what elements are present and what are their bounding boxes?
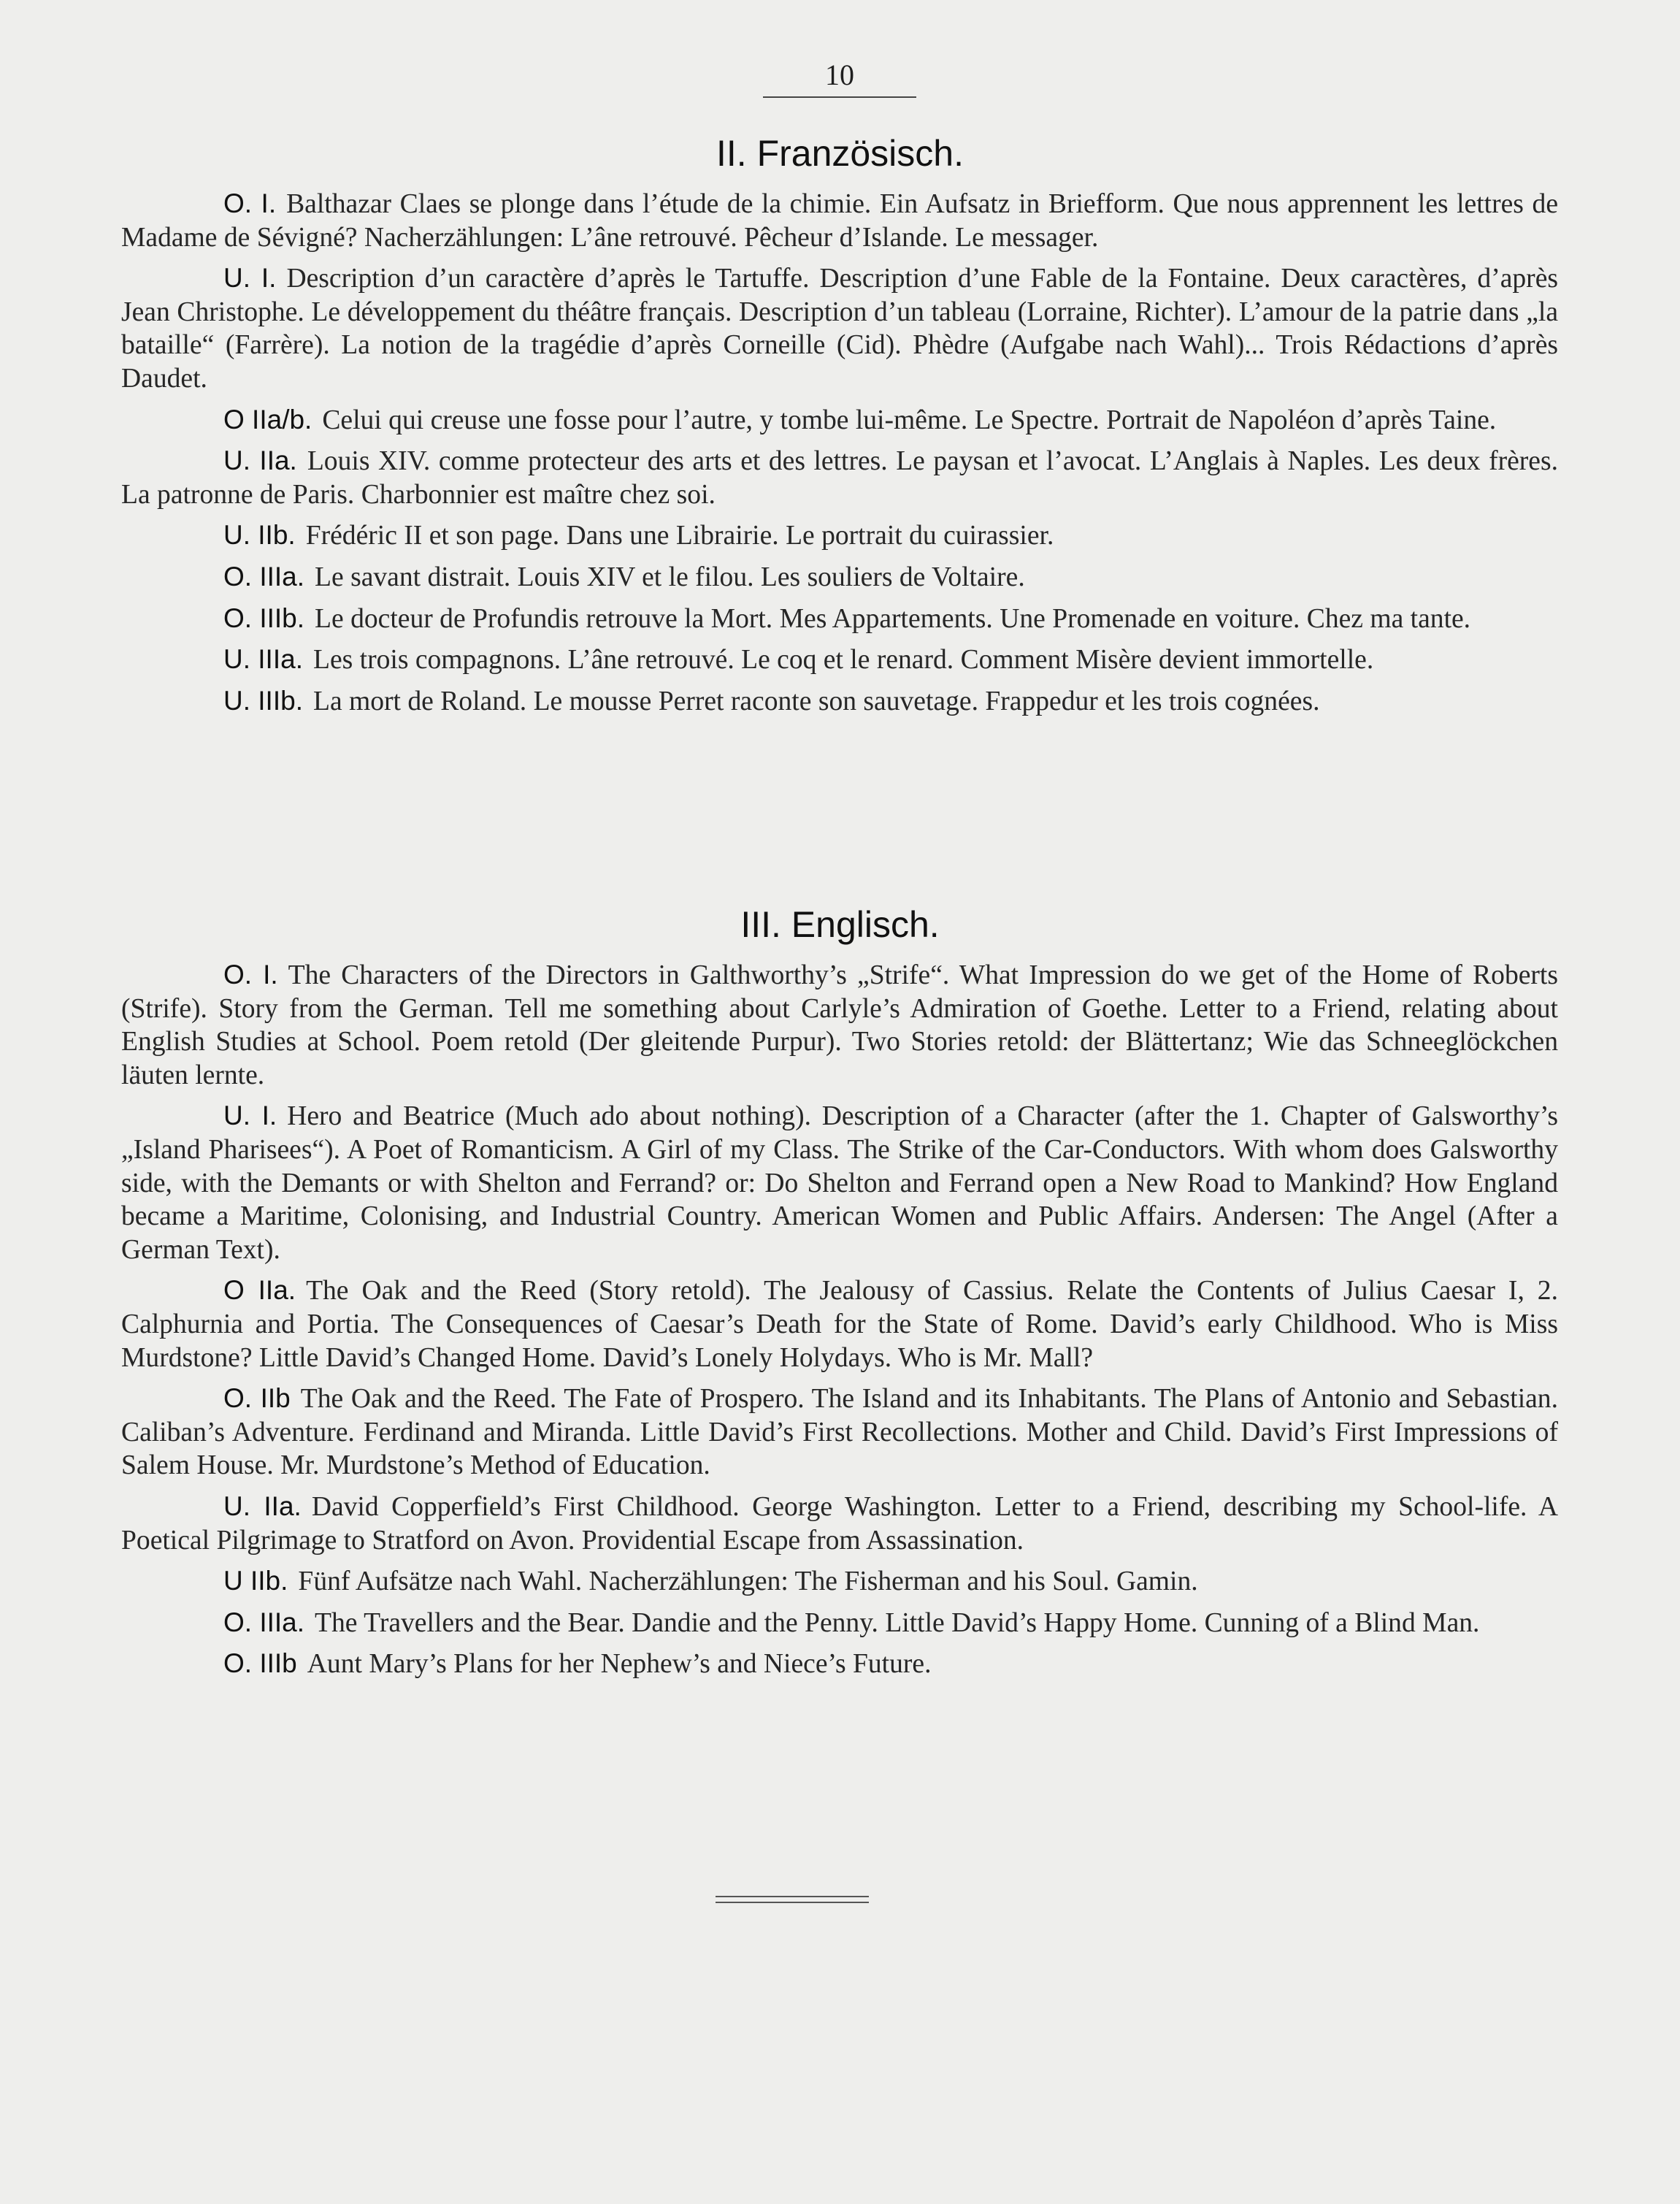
entry-french-o-iiia bbox=[121, 560, 1558, 594]
entry-text: The Oak and the Reed (Story retold). The Jealousy of Cassius. Relate the Contents of Julius Caesar I, 2. Calphurnia and Portia. The Consequences of Caesar’s Death for the State of Rome. David’s early Childhood. Who is Miss Murdstone? Little David’s Changed Home. David’s Lonely Holydays. Who is Mr. Mall? bbox=[121, 1276, 1558, 1373]
section-heading-french: II. Französisch. bbox=[716, 133, 964, 174]
entry-french-u-i bbox=[121, 261, 1558, 395]
entry-english-u-iia bbox=[121, 1490, 1558, 1557]
entry-label: U. IIb. bbox=[223, 520, 296, 551]
entry-label: U. IIa. bbox=[223, 445, 297, 476]
entry-french-u-iiib bbox=[121, 684, 1558, 719]
entry-text: The Travellers and the Bear. Dandie and the Penny. Little David’s Happy Home. Cunning of a Blind Man. bbox=[315, 1607, 1480, 1638]
entry-english-o-iiib bbox=[121, 1647, 1558, 1681]
section-french-entries bbox=[121, 187, 1558, 725]
entry-label: U IIb. bbox=[223, 1566, 288, 1596]
entry-text: Aunt Mary’s Plans for her Nephew’s and Niece’s Future. bbox=[307, 1649, 932, 1680]
entry-label: U. IIa. bbox=[223, 1491, 302, 1521]
entry-english-o-iia bbox=[121, 1274, 1558, 1374]
entry-label: O. I. bbox=[223, 960, 278, 990]
entry-text: David Copperfield’s First Childhood. George Washington. Letter to a Friend, describing my School-life. A Poetical Pilgrimage to Stratford on Avon. Providential Escape from Assassination. bbox=[121, 1491, 1558, 1556]
entry-french-o-iiib bbox=[121, 602, 1558, 636]
entry-label: O. IIIa. bbox=[223, 1607, 305, 1637]
entry-label: O. IIIb. bbox=[223, 602, 305, 633]
section-english-entries bbox=[121, 958, 1558, 1688]
entry-label: U. IIIa. bbox=[223, 644, 303, 675]
entry-text: Frédéric II et son page. Dans une Librairie. Le portrait du cuirassier. bbox=[305, 521, 1054, 551]
entry-english-o-i bbox=[121, 958, 1558, 1092]
entry-english-o-iib bbox=[121, 1382, 1558, 1482]
entry-text: Les trois compagnons. L’âne retrouvé. Le coq et le renard. Comment Misère devient immortelle. bbox=[312, 645, 1374, 676]
entry-french-u-iib bbox=[121, 519, 1558, 553]
entry-text: Celui qui creuse une fosse pour l’autre, y tombe lui-même. Le Spectre. Portrait de Napoléon d’après Taine. bbox=[322, 405, 1497, 435]
entry-text: Description d’un caractère d’après le Tartuffe. Description d’une Fable de la Fontaine. Deux caractères, d’après Jean Christophe. Le développement du théâtre français. Description d’un tableau (Lorraine, Richter). L’amour de la patrie dans „la bataille“ (Farrère). La notion de la tragédie d’après Corneille (Cid). Phèdre (Aufgabe nach Wahl)... Trois Rédactions d’après Daudet. bbox=[121, 264, 1558, 394]
end-rule-top bbox=[716, 1896, 869, 1897]
entry-label: O. I. bbox=[223, 188, 277, 218]
entry-label: O IIa. bbox=[223, 1275, 296, 1306]
entry-text: Hero and Beatrice (Much ado about nothing). Description of a Character (after the 1. Chapter of Galsworthy’s „Island Pharisees“). A Poet of Romanticism. A Girl of my Class. The Strike of the Car-Conductors. With whom does Galsworthy side, with the Demants or with Shelton and Ferrand? or: Do Shelton and Ferrand open a New Road to Mankind? How England became a Maritime, Colonising, and Industrial Country. American Women and Public Affairs. Andersen: The Angel (After a German Text). bbox=[121, 1101, 1559, 1265]
entry-french-o-iiab bbox=[121, 403, 1558, 437]
entry-english-o-iiia bbox=[121, 1606, 1558, 1640]
entry-label: O. IIIa. bbox=[223, 561, 305, 592]
entry-label: O. IIIb bbox=[223, 1648, 297, 1679]
entry-label: U. IIIb. bbox=[223, 685, 303, 716]
entry-french-o-i bbox=[121, 187, 1558, 254]
section-heading-english: III. Englisch. bbox=[740, 904, 940, 945]
end-rule-bottom bbox=[716, 1902, 869, 1903]
entry-french-u-iia bbox=[121, 444, 1558, 511]
entry-text: Fünf Aufsätze nach Wahl. Nacherzählungen: The Fisherman and his Soul. Gamin. bbox=[298, 1566, 1198, 1597]
entry-text: Balthazar Claes se plonge dans l’étude de la chimie. Ein Aufsatz in Briefform. Que nous apprennent les lettres de Madame de Sévigné? Nacherzählungen: L’âne retrouvé. Pêcheur d’Islande. Le messager. bbox=[121, 189, 1558, 253]
entry-text: Le savant distrait. Louis XIV et le filou. Les souliers de Voltaire. bbox=[315, 562, 1025, 592]
entry-english-u-iib bbox=[121, 1564, 1558, 1599]
entry-text: Louis XIV. comme protecteur des arts et des lettres. Le paysan et l’avocat. L’Anglais à Naples. Les deux frères. La patronne de Paris. Charbonnier est maître chez soi. bbox=[121, 446, 1559, 510]
entry-label: U. I. bbox=[223, 263, 277, 294]
entry-text: La mort de Roland. Le mousse Perret raconte son sauvetage. Frappedur et les trois cognées. bbox=[312, 686, 1320, 716]
page-number: 10 bbox=[825, 58, 854, 91]
entry-english-u-i bbox=[121, 1099, 1558, 1266]
entry-text: The Characters of the Directors in Galthworthy’s „Strife“. What Impression do we get of the Home of Roberts (Strife). Story from the German. Tell me something about Carlyle’s Admiration of Goethe. Letter to a Friend, relating about English Studies at School. Poem retold (Der gleitende Purpur). Two Stories retold: der Blättertanz; Wie das Schneeglöckchen läuten lernte. bbox=[121, 960, 1558, 1090]
entry-french-u-iiia bbox=[121, 643, 1558, 677]
entry-label: O. IIb bbox=[223, 1383, 291, 1414]
page-number-rule bbox=[763, 96, 916, 98]
entry-label: O IIa/b. bbox=[223, 404, 312, 435]
entry-text: Le docteur de Profundis retrouve la Mort. Mes Appartements. Une Promenade en voiture. Chez ma tante. bbox=[315, 603, 1471, 634]
entry-label: U. I. bbox=[223, 1101, 277, 1131]
entry-text: The Oak and the Reed. The Fate of Prospero. The Island and its Inhabitants. The Plans of Antonio and Sebastian. Caliban’s Adventure. Ferdinand and Miranda. Little David’s First Recollections. Mother and Child. David’s First Impressions of Salem House. Mr. Murdstone’s Method of Education. bbox=[121, 1384, 1558, 1481]
